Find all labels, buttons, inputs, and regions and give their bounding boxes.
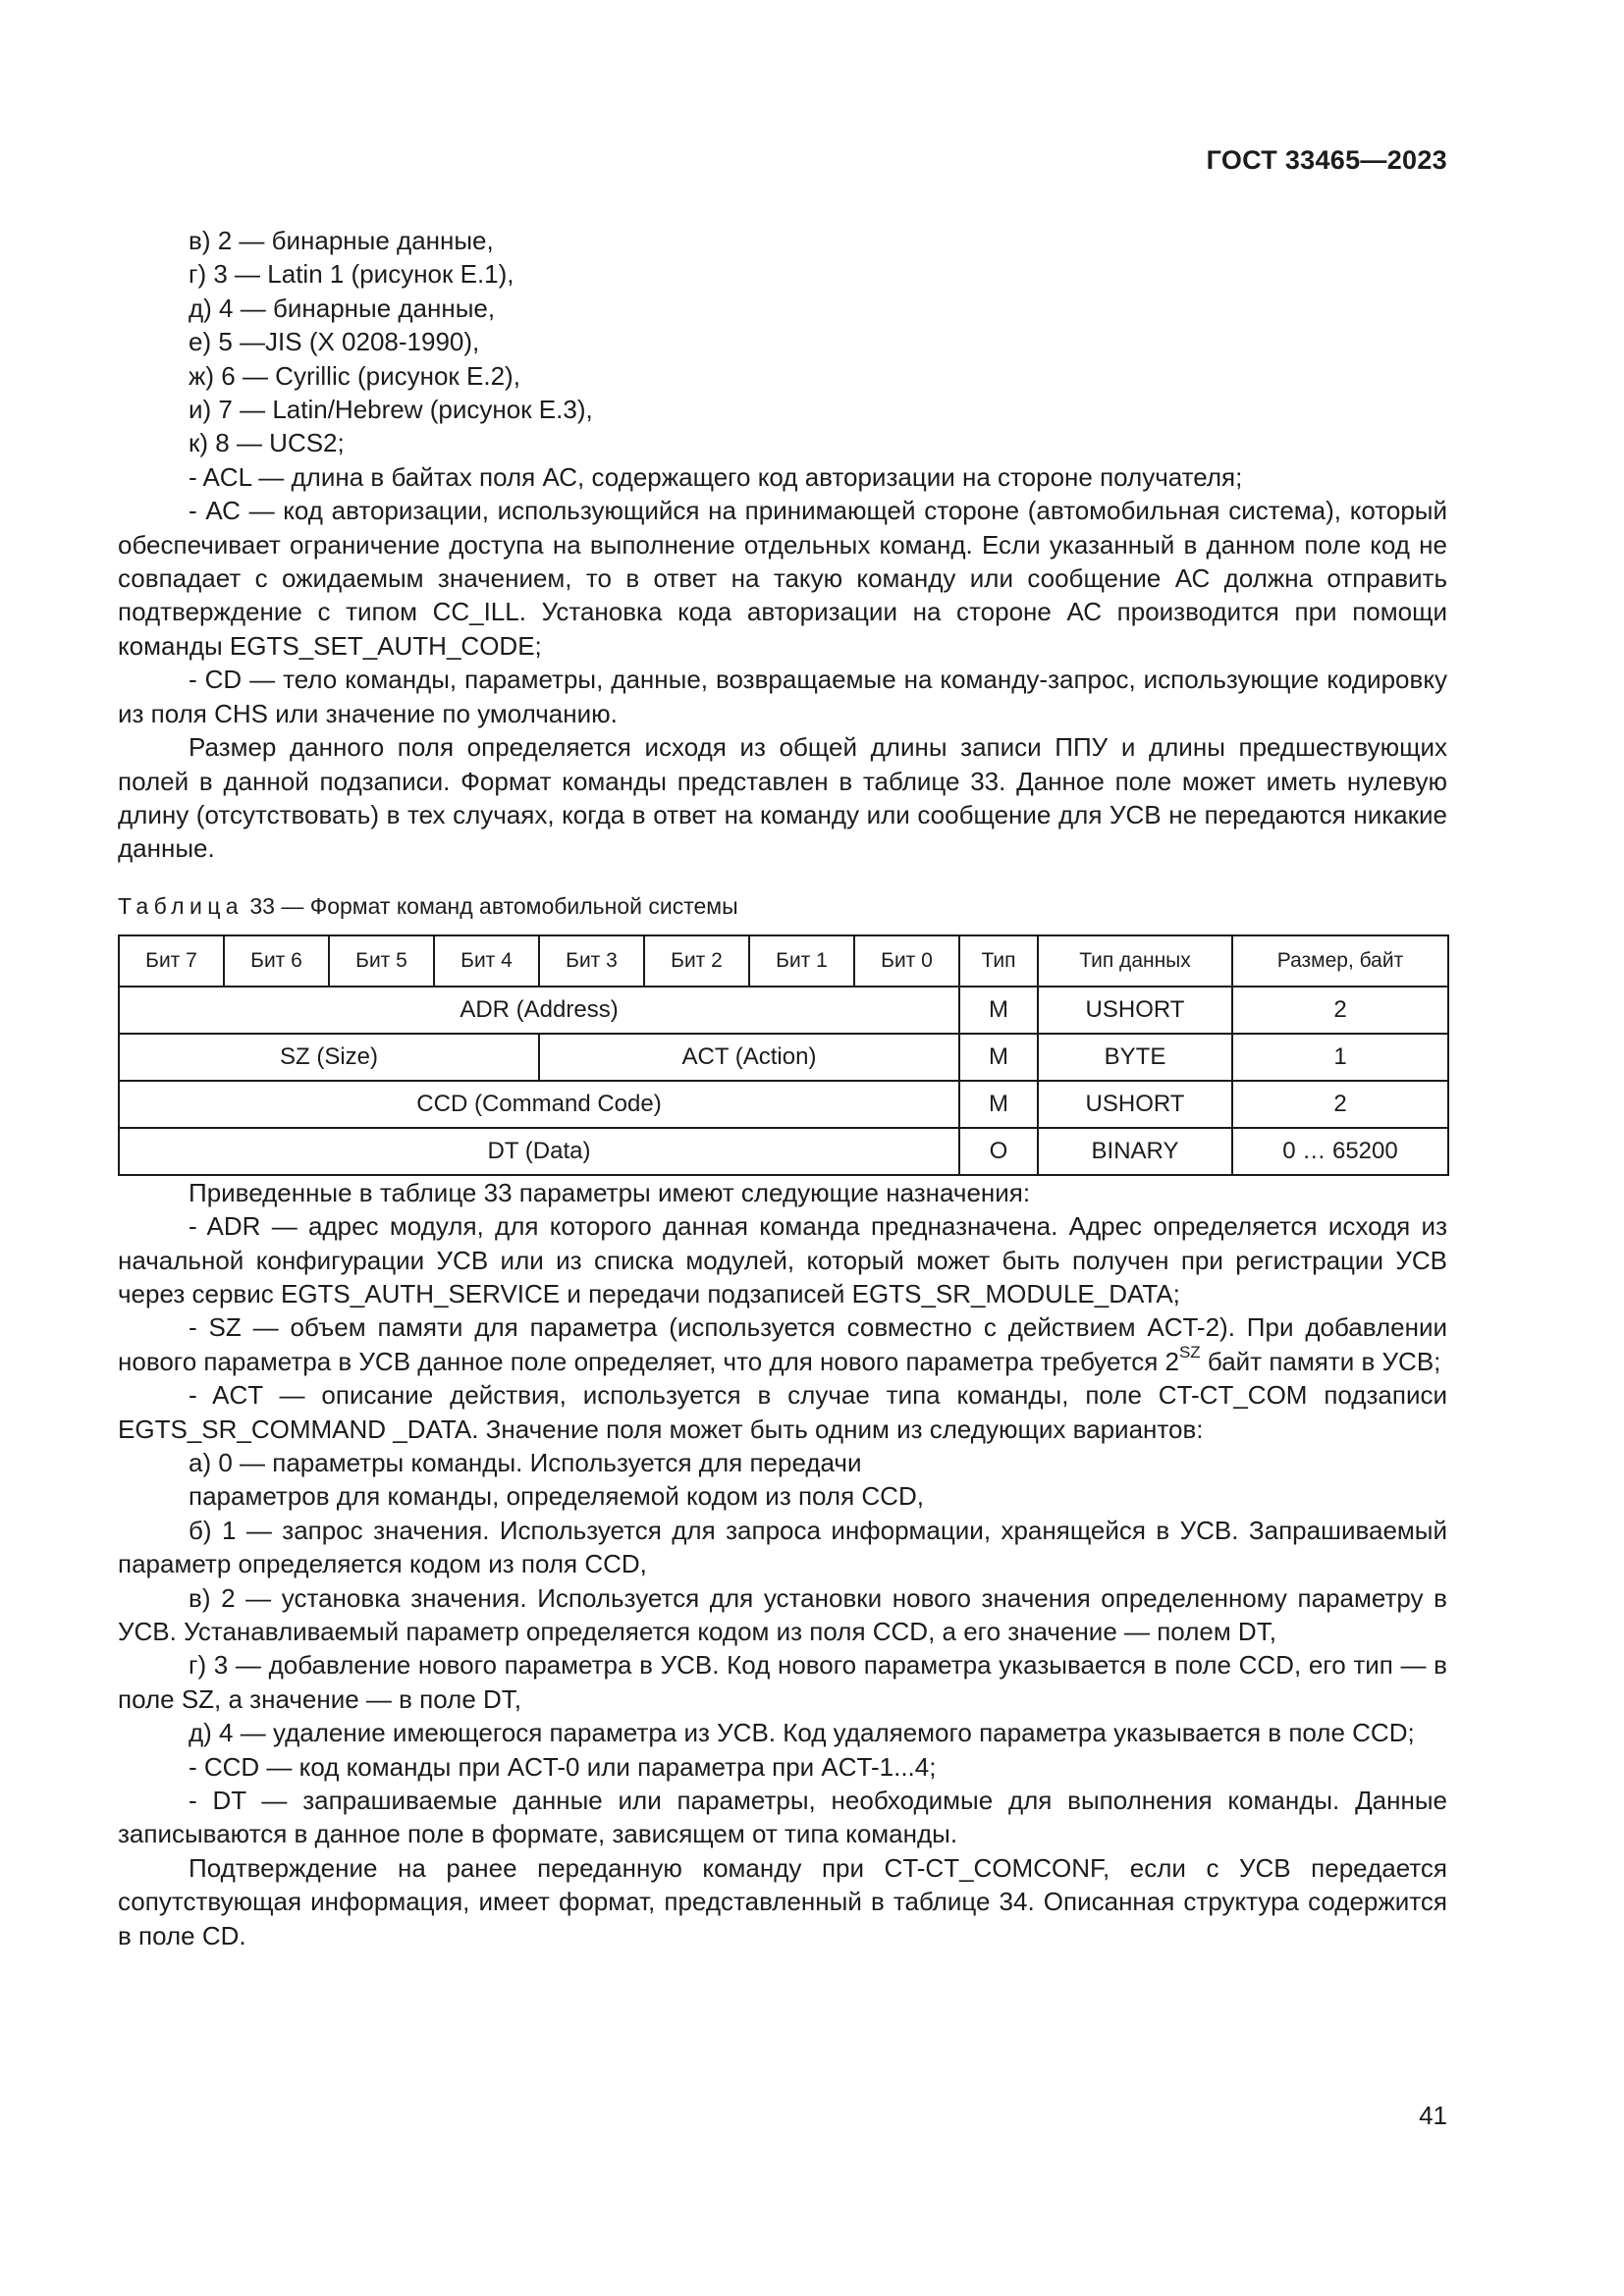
header-cell: Тип	[959, 935, 1038, 987]
header-cell: Бит 4	[434, 935, 539, 987]
field-cell: SZ (Size)	[119, 1034, 539, 1081]
table-row	[119, 1034, 1448, 1081]
list-item: в) 2 — бинарные данные,	[189, 226, 494, 255]
size-cell: 2	[1232, 1081, 1448, 1128]
type-cell: O	[959, 1128, 1038, 1175]
paragraph-confirmation: Подтверждение на ранее переданную команду при CT-CT_COMCONF, если с УСВ передается сопутствующая информация, имеет формат, представленный в таблице 34. Описанная структура содержится в поле CD.	[118, 1852, 1447, 1950]
field-cell: DT (Data)	[119, 1128, 959, 1175]
type-cell: M	[959, 1081, 1038, 1128]
header-cell: Бит 1	[749, 935, 854, 987]
header-cell: Бит 0	[854, 935, 959, 987]
header-cell: Бит 2	[644, 935, 749, 987]
field-cell: CCD (Command Code)	[119, 1081, 959, 1128]
list-item-continuation: параметров для команды, определяемой кодом из поля CCD,	[189, 1481, 924, 1512]
list-item: д) 4 — удаление имеющегося параметра из УСВ. Код удаляемого параметра указывается в поле CCD;	[189, 1718, 1415, 1748]
list-item: в) 2 — установка значения. Используется для установки нового значения определенному параметру в УСВ. Устанавливаемый параметр определяется кодом из поля CCD, а его значение — полем DT,	[118, 1582, 1447, 1646]
header-cell: Размер, байт	[1232, 935, 1448, 987]
size-cell: 2	[1232, 987, 1448, 1034]
list-item: г) 3 — Latin 1 (рисунок Е.1),	[189, 259, 514, 290]
list-item: к) 8 — UCS2;	[189, 428, 345, 458]
sz-text-start: - SZ — объем памяти для параметра (используется совместно с действием ACT-2). При добавлении нового параметра в УСВ данное поле определяет, что для нового параметра требуется 2	[118, 1312, 1447, 1376]
header-cell: Бит 6	[224, 935, 329, 987]
paragraph-params-intro: Приведенные в таблице 33 параметры имеют следующие назначения:	[189, 1177, 1031, 1207]
list-item: б) 1 — запрос значения. Используется для запроса информации, хранящейся в УСВ. Запрашиваемый параметр определяется кодом из поля CCD,	[118, 1515, 1447, 1579]
table-row	[119, 1128, 1448, 1175]
table-caption-prefix: Таблица	[118, 892, 244, 919]
table-header-row	[119, 935, 1448, 987]
table-caption	[118, 891, 1447, 921]
size-cell: 1	[1232, 1034, 1448, 1081]
header-cell: Тип данных	[1038, 935, 1232, 987]
command-format-table	[118, 934, 1449, 1176]
field-cell: ACT (Action)	[539, 1034, 959, 1081]
header-cell: Бит 5	[329, 935, 434, 987]
paragraph-ac: - АС — код авторизации, использующийся на принимающей стороне (автомобильная система), который обеспечивает ограничение доступа на выполнение отдельных команд. Если указанный в данном поле код не совпадает с ожидаемым значением, то в ответ на такую команду или сообщение АС должна отправить подтверждение с типом CC_ILL. Установка кода авторизации на стороне АС производится при помощи команды EGTS_SET_AUTH_CODE;	[118, 496, 1447, 661]
type-cell: M	[959, 1034, 1038, 1081]
page-number: 41	[1419, 2101, 1447, 2130]
table-caption-text: 33 — Формат команд автомобильной системы	[249, 892, 738, 919]
paragraph-sz	[118, 1310, 1447, 1378]
type-cell: M	[959, 987, 1038, 1034]
list-item: а) 0 — параметры команды. Используется для передачи	[189, 1447, 862, 1477]
paragraph-field-size: Размер данного поля определяется исходя из общей длины записи ППУ и длины предшествующих полей в данной подзаписи. Формат команды представлен в таблице 33. Данное поле может иметь нулевую длину (отсутствовать) в тех случаях, когда в ответ на команду или сообщение для УСВ не передаются никакие данные.	[118, 732, 1447, 864]
list-item: е) 5 —JIS (X 0208-1990),	[189, 327, 480, 357]
paragraph-act: - ACT — описание действия, используется в случае типа команды, поле CT-CT_COM подзаписи EGTS_SR_COMMAND _DATA. Значение поля может быть одним из следующих вариантов:	[118, 1380, 1447, 1444]
header-cell: Бит 3	[539, 935, 644, 987]
data-type-cell: BYTE	[1038, 1034, 1232, 1081]
table-row	[119, 987, 1448, 1034]
list-item: г) 3 — добавление нового параметра в УСВ. Код нового параметра указывается в поле CCD, его тип — в поле SZ, а значение — в поле DT,	[118, 1650, 1447, 1714]
paragraph-acl: - ACL — длина в байтах поля АС, содержащего код авторизации на стороне получателя;	[189, 461, 1243, 492]
document-header: ГОСТ 33465—2023	[1206, 145, 1447, 175]
sz-exponent: SZ	[1178, 1343, 1201, 1362]
size-cell: 0 … 65200	[1232, 1128, 1448, 1175]
header-cell: Бит 7	[119, 935, 224, 987]
data-type-cell: USHORT	[1038, 1081, 1232, 1128]
paragraph-cd: - CD — тело команды, параметры, данные, возвращаемые на команду-запрос, использующие кодировку из поля CHS или значение по умолчанию.	[118, 665, 1447, 728]
sz-text-end: байт памяти в УСВ;	[1200, 1346, 1441, 1376]
table-row	[119, 1081, 1448, 1128]
field-cell: ADR (Address)	[119, 987, 959, 1034]
page-content	[118, 224, 1447, 1952]
list-item: и) 7 — Latin/Hebrew (рисунок Е.3),	[189, 395, 593, 425]
data-type-cell: BINARY	[1038, 1128, 1232, 1175]
list-item: ж) 6 — Cyrillic (рисунок Е.2),	[189, 360, 520, 391]
data-type-cell: USHORT	[1038, 987, 1232, 1034]
paragraph-adr: - ADR — адрес модуля, для которого данная команда предназначена. Адрес определяется исходя из начальной конфигурации УСВ или из списка модулей, который может быть получен при регистрации УСВ через сервис EGTS_AUTH_SERVICE и передачи подзаписей EGTS_SR_MODULE_DATA;	[118, 1211, 1447, 1308]
paragraph-dt: - DT — запрашиваемые данные или параметры, необходимые для выполнения команды. Данные записываются в данное поле в формате, зависящем от типа команды.	[118, 1786, 1447, 1849]
paragraph-ccd: - CCD — код команды при ACT-0 или параметра при ACT-1...4;	[189, 1751, 937, 1782]
list-item: д) 4 — бинарные данные,	[189, 293, 496, 323]
